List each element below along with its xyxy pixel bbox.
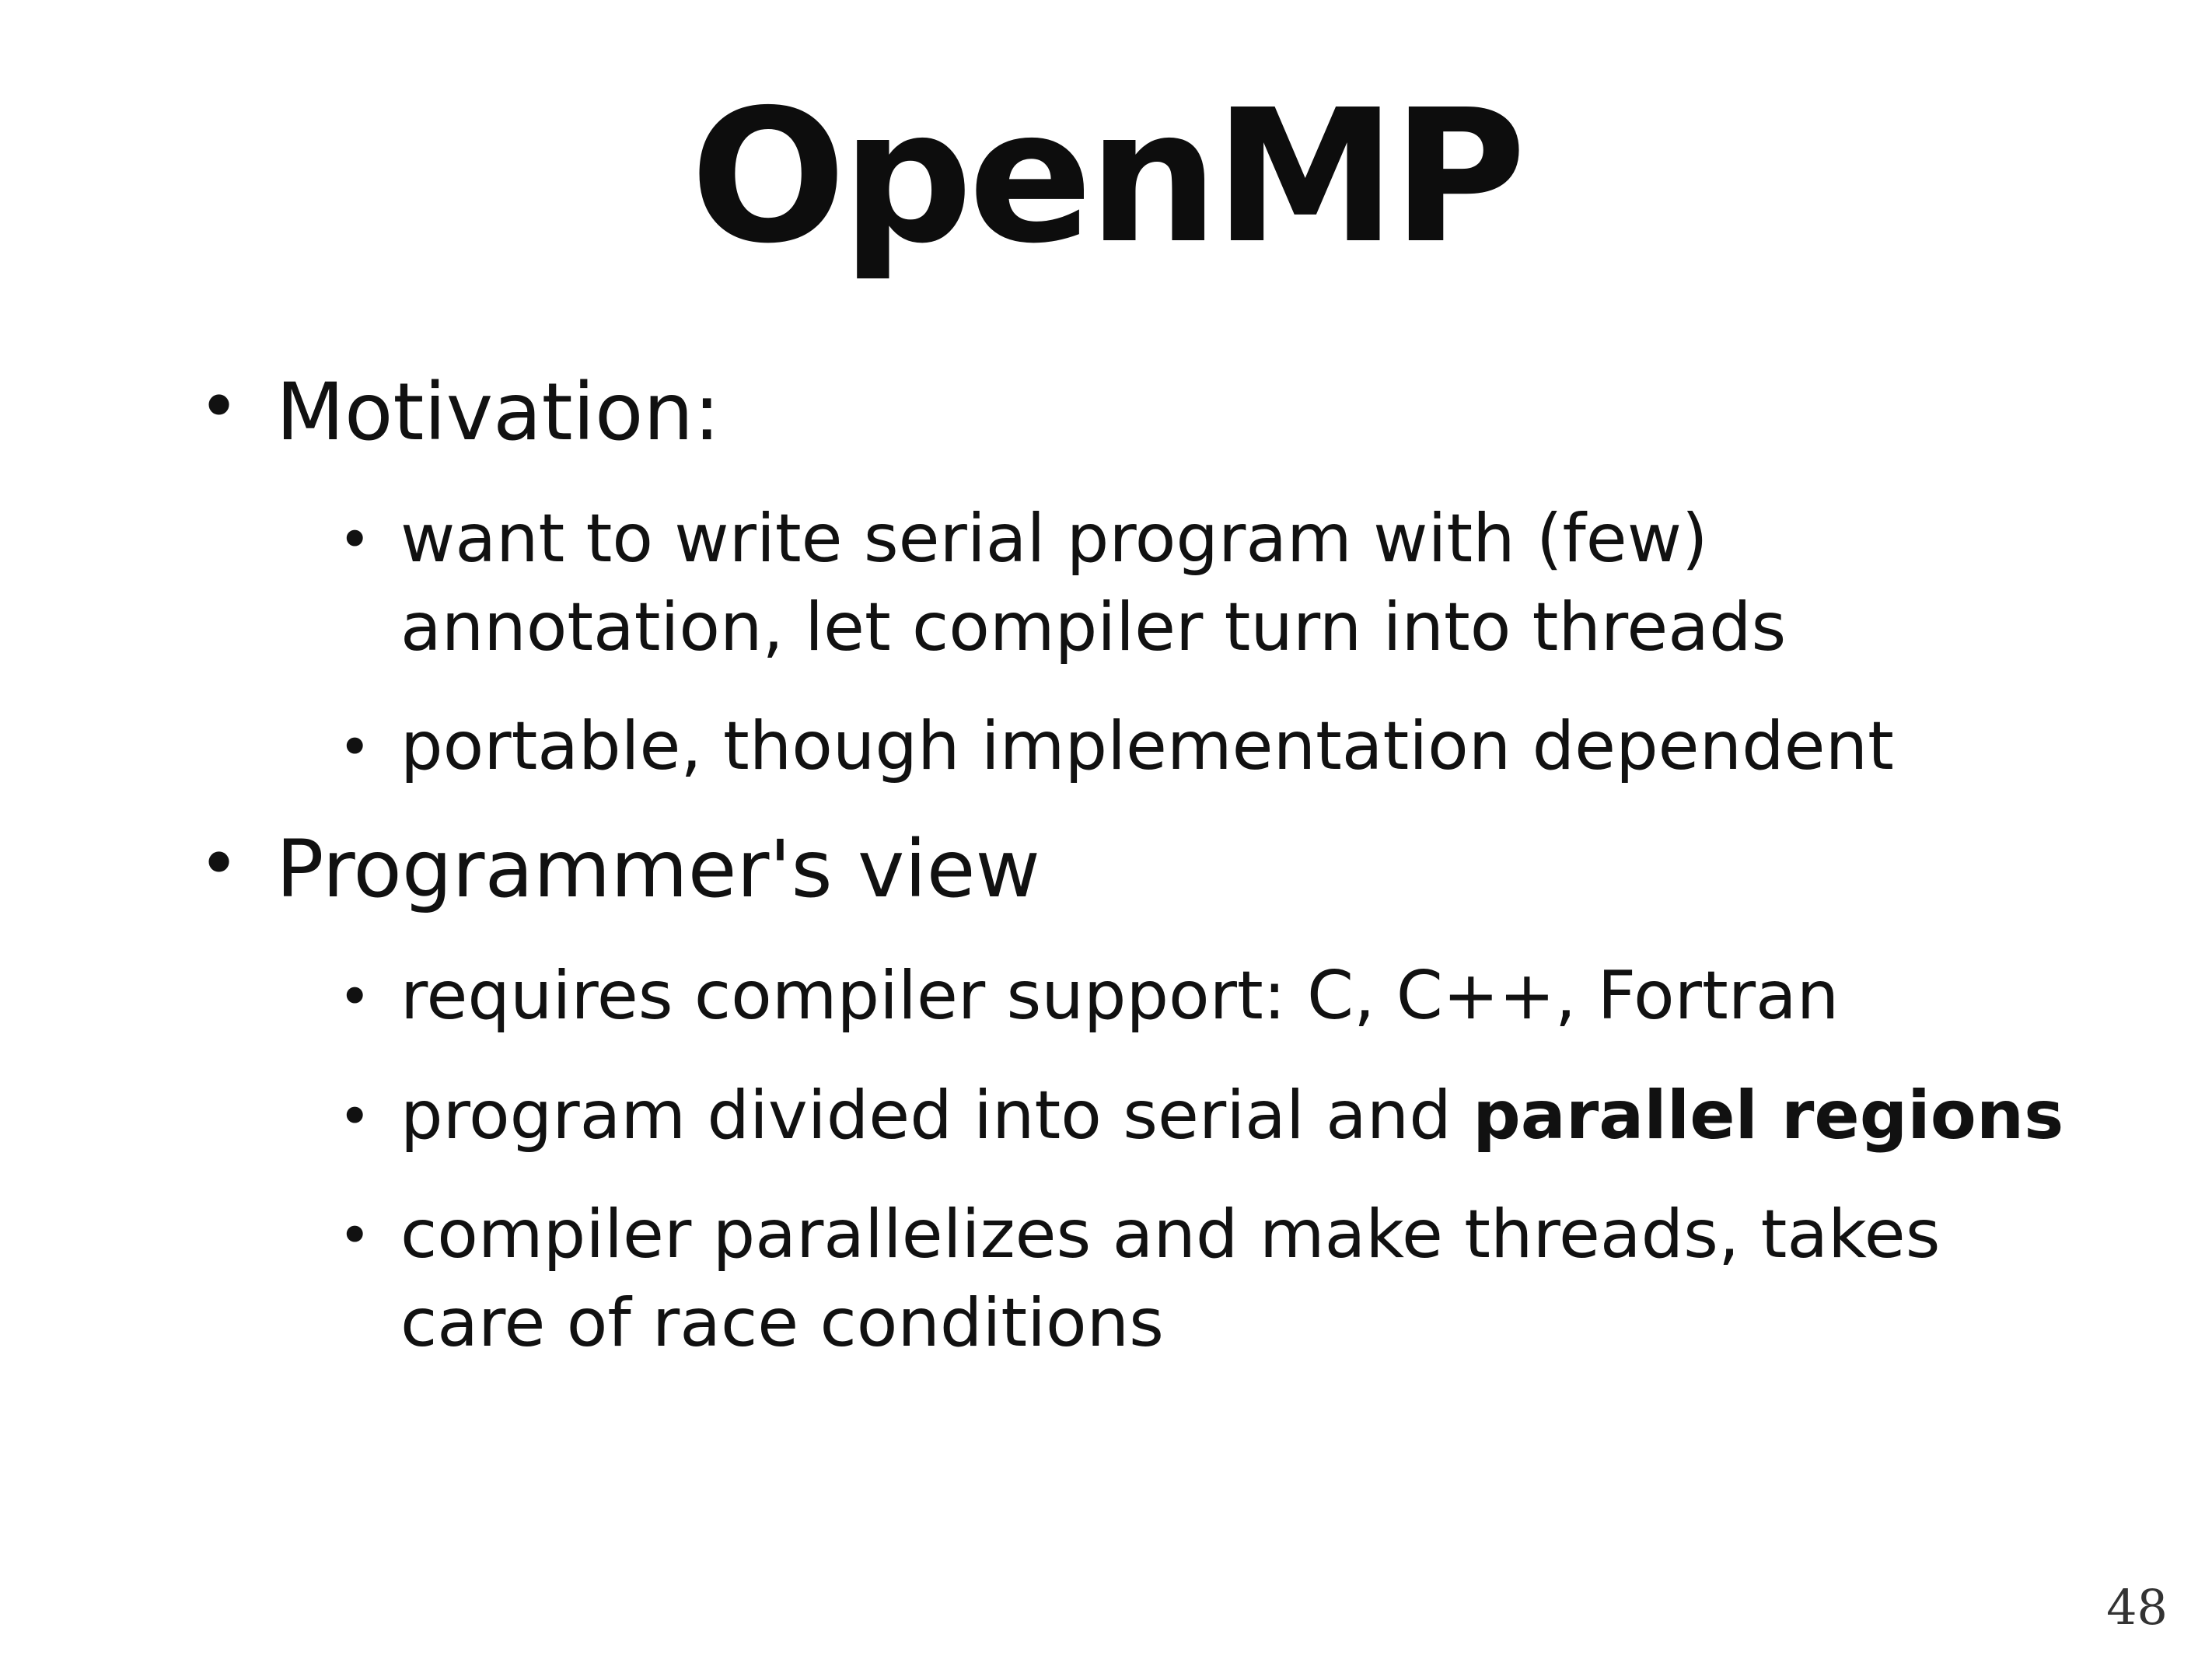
sub-bullet [338,1191,2072,1367]
bullet-dot-icon: • [198,366,240,448]
bullet-motivation [190,365,2072,460]
bullet-dot-icon: • [338,714,372,781]
sub-bullet [338,495,2072,672]
sub-bullet [338,952,2072,1041]
sub-bullet [338,703,2072,791]
sub-bullet-text: requires compiler support: C, C++, Fortran [400,957,1840,1036]
slide-content [190,365,2072,1399]
sub-bullet-text: program divided into serial and [400,1076,1473,1154]
page-number: 48 [2106,1579,2168,1636]
bullet-dot-icon: • [338,964,372,1030]
bullet-dot-icon: • [338,1203,372,1269]
sub-list-programmers-view [338,952,2072,1367]
bullet-label: Programmer's view [276,823,1040,916]
sub-bullet-text: portable, though implementation dependent [400,707,1894,786]
sub-list-motivation [338,495,2072,791]
sub-bullet-bold-text: parallel regions [1473,1076,2064,1154]
bullet-programmers-view [190,823,2072,917]
bullet-label: Motivation: [276,366,721,459]
bullet-dot-icon: • [338,507,372,573]
bullet-dot-icon: • [198,823,240,905]
sub-bullet-text: want to write serial program with (few) annotation, let compiler turn into threads [400,500,1787,666]
bullet-dot-icon: • [338,1083,372,1149]
sub-bullet-text: compiler parallelizes and make threads, takes care of race conditions [400,1196,1941,1362]
slide-title: OpenMP [690,70,1522,284]
sub-bullet [338,1072,2072,1161]
